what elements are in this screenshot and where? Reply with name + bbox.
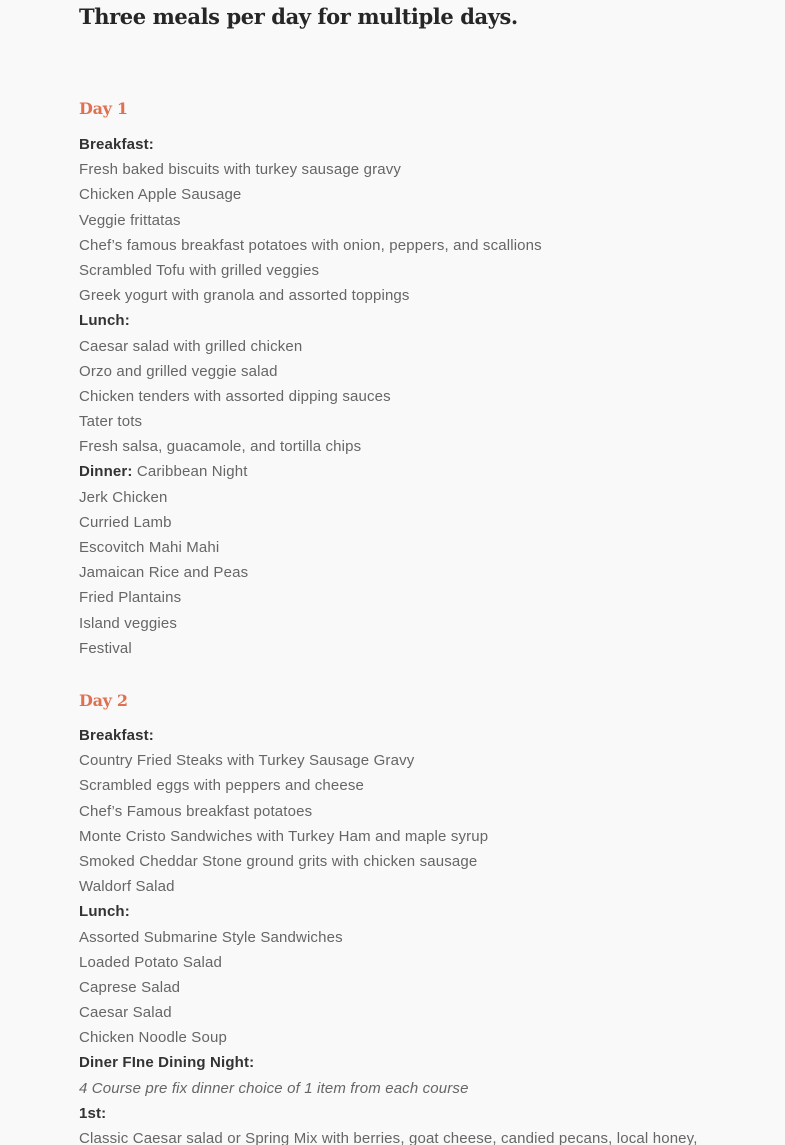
menu-item: Escovitch Mahi Mahi <box>79 539 220 556</box>
menu-item: Chicken Apple Sausage <box>79 186 242 204</box>
dinner-label: Diner FIne Dining Night: <box>79 1054 255 1072</box>
menu-item: Waldorf Salad <box>79 878 175 896</box>
menu-item: Tater tots <box>79 413 143 431</box>
menu-item: Chicken Noodle Soup <box>79 1029 227 1047</box>
menu-item: Monte Cristo Sandwiches with Turkey Ham and maple syrup <box>79 827 489 845</box>
menu-item: Scrambled Tofu with grilled veggies <box>79 261 320 279</box>
menu-item: Jerk Chicken <box>79 488 168 506</box>
menu-item: Classic Caesar salad or Spring Mix with berries, goat cheese, candied pecans, local honey, <box>79 1130 698 1145</box>
menu-item: Fresh salsa, guacamole, and tortilla chips <box>79 438 362 456</box>
menu-item: Curried Lamb <box>79 513 172 531</box>
menu-item: Loaded Potato Salad <box>79 953 222 971</box>
menu-item: Chef’s Famous breakfast potatoes <box>79 802 313 820</box>
first-course-label: 1st: <box>79 1104 107 1122</box>
dinner-line <box>79 459 542 484</box>
menu-item: Jamaican Rice and Peas <box>79 564 249 582</box>
lunch-label: Lunch: <box>79 312 130 330</box>
day-2-heading: Day 2 <box>79 691 128 710</box>
menu-item: Assorted Submarine Style Sandwiches <box>79 928 343 946</box>
day-2-menu <box>79 723 698 1145</box>
menu-item: Caesar salad with grilled chicken <box>79 337 303 355</box>
breakfast-label: Breakfast: <box>79 727 154 744</box>
day-1-menu <box>79 132 542 661</box>
dinner-note: 4 Course pre fix dinner choice of 1 item from each course <box>79 1079 469 1097</box>
menu-item: Festival <box>79 639 132 657</box>
menu-item: Orzo and grilled veggie salad <box>79 362 278 380</box>
menu-item: Caesar Salad <box>79 1004 172 1022</box>
breakfast-label: Breakfast: <box>79 136 154 153</box>
menu-item: Country Fried Steaks with Turkey Sausage Gravy <box>79 752 415 770</box>
menu-item: Chef’s famous breakfast potatoes with onion, peppers, and scallions <box>79 236 542 254</box>
menu-item: Greek yogurt with granola and assorted toppings <box>79 287 410 305</box>
menu-item: Caprese Salad <box>79 978 181 996</box>
lunch-label: Lunch: <box>79 903 130 921</box>
menu-item: Chicken tenders with assorted dipping sauces <box>79 387 391 405</box>
dinner-theme: Caribbean Night <box>132 463 248 481</box>
dinner-label: Dinner: <box>79 463 133 481</box>
menu-item: Smoked Cheddar Stone ground grits with chicken sausage <box>79 852 478 870</box>
menu-item: Scrambled eggs with peppers and cheese <box>79 777 365 795</box>
menu-item: Fresh baked biscuits with turkey sausage gravy <box>79 161 402 179</box>
menu-item: Fried Plantains <box>79 589 182 607</box>
page-title: Three meals per day for multiple days. <box>79 4 518 29</box>
menu-item: Veggie frittatas <box>79 211 181 229</box>
menu-item: Island veggies <box>79 614 177 632</box>
day-1-heading: Day 1 <box>79 99 128 118</box>
